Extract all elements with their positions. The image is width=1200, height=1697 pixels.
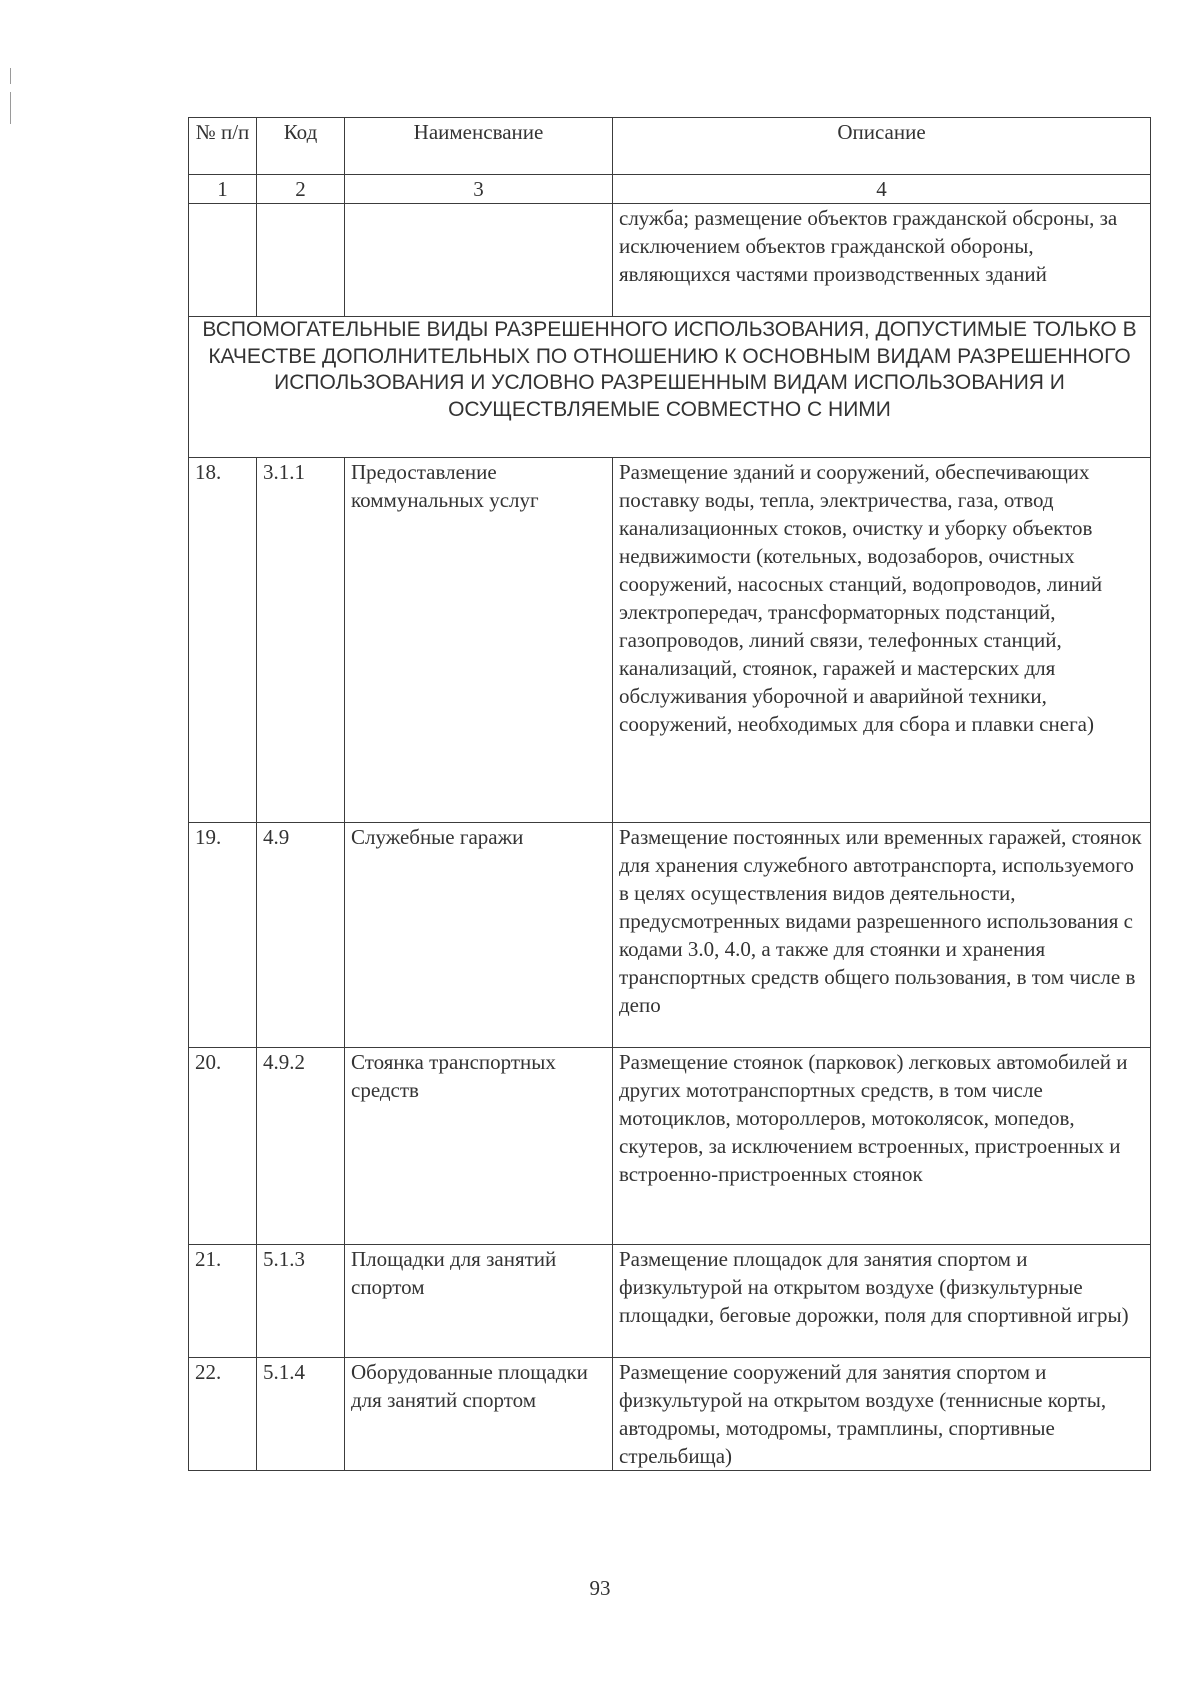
row-num: 21. (189, 1245, 257, 1358)
row-code: 4.9.2 (257, 1048, 345, 1245)
header-num: № п/п (189, 118, 257, 175)
row-description: Размещение стоянок (парковок) легковых автомобилей и других мототранспортных средств, в том числе мотоциклов, мотороллеров, мотоколясок, мопедов, скутеров, за исключением встроенных, пристроенных и встроенно-пристроенных стоянок (613, 1048, 1151, 1245)
cell-code (257, 204, 345, 317)
table-row (189, 458, 1151, 823)
row-name: Площадки для занятий спортом (345, 1245, 613, 1358)
column-number: 2 (257, 175, 345, 204)
table-row (189, 1358, 1151, 1471)
row-code: 4.9 (257, 823, 345, 1048)
table-row (189, 1245, 1151, 1358)
column-number: 3 (345, 175, 613, 204)
row-num: 19. (189, 823, 257, 1048)
row-num: 20. (189, 1048, 257, 1245)
continuation-row (189, 204, 1151, 317)
row-name: Предоставление коммунальных услуг (345, 458, 613, 823)
cell-num (189, 204, 257, 317)
section-title: ВСПОМОГАТЕЛЬНЫЕ ВИДЫ РАЗРЕШЕННОГО ИСПОЛЬЗОВАНИЯ, ДОПУСТИМЫЕ ТОЛЬКО В КАЧЕСТВЕ ДОПОЛНИТЕЛЬНЫХ ПО ОТНОШЕНИЮ К ОСНОВНЫМ ВИДАМ РАЗРЕШЕННОГО ИСПОЛЬЗОВАНИЯ И УСЛОВНО РАЗРЕШЕННЫМ ВИДАМ ИСПОЛЬЗОВАНИЯ И ОСУЩЕСТВЛЯЕМЫЕ СОВМЕСТНО С НИМИ (189, 317, 1151, 458)
row-code: 5.1.3 (257, 1245, 345, 1358)
section-title-row (189, 317, 1151, 458)
row-code: 3.1.1 (257, 458, 345, 823)
cell-description: служба; размещение объектов гражданской обсроны, за исключением объектов гражданской обороны, являющихся частями производственных зданий (613, 204, 1151, 317)
scan-margin-mark (10, 92, 11, 124)
row-description: Размещение постоянных или временных гаражей, стоянок для хранения служебного автотранспорта, используемого в целях осуществления видов деятельности, предусмотренных видами разрешенного использования с кодами 3.0, 4.0, а также для стоянки и хранения транспортных средств общего пользования, в том числе в депо (613, 823, 1151, 1048)
cell-name (345, 204, 613, 317)
header-name: Наименсвание (345, 118, 613, 175)
scan-margin-mark (10, 68, 11, 84)
page-number: 93 (589, 1576, 611, 1600)
row-code: 5.1.4 (257, 1358, 345, 1471)
row-description: Размещение зданий и сооружений, обеспечивающих поставку воды, тепла, электричества, газа, отвод канализационных стоков, очистку и уборку объектов недвижимости (котельных, водозаборов, очистных сооружений, насосных станций, водопроводов, линий электропередач, трансформаторных подстанций, газопроводов, линий связи, телефонных станций, канализаций, стоянок, гаражей и мастерских для обслуживания уборочной и аварийной техники, сооружений, необходимых для сбора и плавки снега) (613, 458, 1151, 823)
row-name: Стоянка транспортных средств (345, 1048, 613, 1245)
row-description: Размещение площадок для занятия спортом и физкультурой на открытом воздухе (физкультурные площадки, беговые дорожки, поля для спортивной игры) (613, 1245, 1151, 1358)
row-num: 22. (189, 1358, 257, 1471)
table-row (189, 823, 1151, 1048)
row-num: 18. (189, 458, 257, 823)
table-row (189, 1048, 1151, 1245)
row-description: Размещение сооружений для занятия спортом и физкультурой на открытом воздухе (теннисные корты, автодромы, мотодромы, трамплины, спортивные стрельбища) (613, 1358, 1151, 1471)
column-number: 4 (613, 175, 1151, 204)
land-use-table (188, 117, 1151, 1471)
column-number-row (189, 175, 1151, 204)
table-header-row (189, 118, 1151, 175)
row-name: Оборудованные площадки для занятий спортом (345, 1358, 613, 1471)
column-number: 1 (189, 175, 257, 204)
row-name: Служебные гаражи (345, 823, 613, 1048)
header-description: Описание (613, 118, 1151, 175)
header-code: Код (257, 118, 345, 175)
